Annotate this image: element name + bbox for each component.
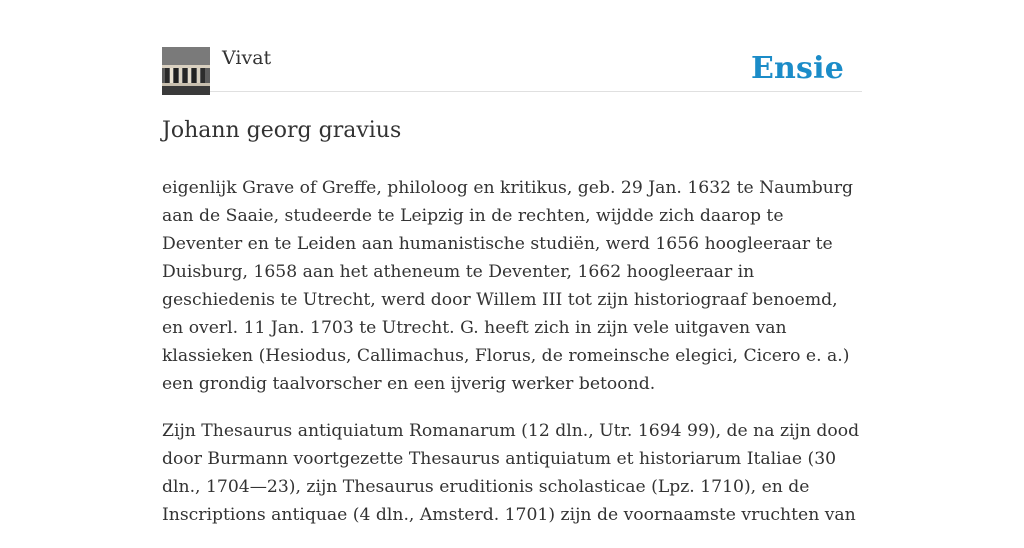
article-paragraph: eigenlijk Grave of Greffe, philoloog en kritikus, geb. 29 Jan. 1632 te Naumburg aan de Saaie, studeerde te Leipzig in de rechten, wijdde zich daarop te Deventer en te Leiden aan humanistische studiën, werd 1656 hoogleeraar te Duisburg, 1658 aan het atheneum te Deventer, 1662 hoogleeraar in geschiedenis te Utrecht, werd door Willem III tot zijn historiograaf benoemd, en overl. 11 Jan. 1703 te Utrecht. G. heeft zich in zijn vele uitgaven van klassieken (Hesiodus, Callimachus, Florus, de romeinsche elegici, Cicero e. a.) een grondig taalvorscher en een ijverig werker betoond.	[162, 178, 854, 394]
author-name[interactable]: Vivat	[222, 47, 272, 69]
author-avatar[interactable]	[162, 47, 210, 95]
article	[162, 114, 862, 548]
site-header	[162, 45, 862, 92]
brand-logo[interactable]: Ensie	[750, 51, 844, 86]
article-paragraph: Zijn Thesaurus antiquiatum Romanarum (12 dln., Utr. 1694 99), de na zijn dood door Burmann voortgezette Thesaurus antiquiatum et historiarum Italiae (30 dln., 1704—23), zijn Thesaurus eruditionis scholasticae (Lpz. 1710), en de Inscriptions antiquae (4 dln., Amsterd. 1701) zijn de voornaamste vruchten van	[162, 421, 860, 525]
article-title: Johann georg gravius	[162, 118, 402, 143]
bookshelf-avatar-icon	[162, 47, 210, 95]
